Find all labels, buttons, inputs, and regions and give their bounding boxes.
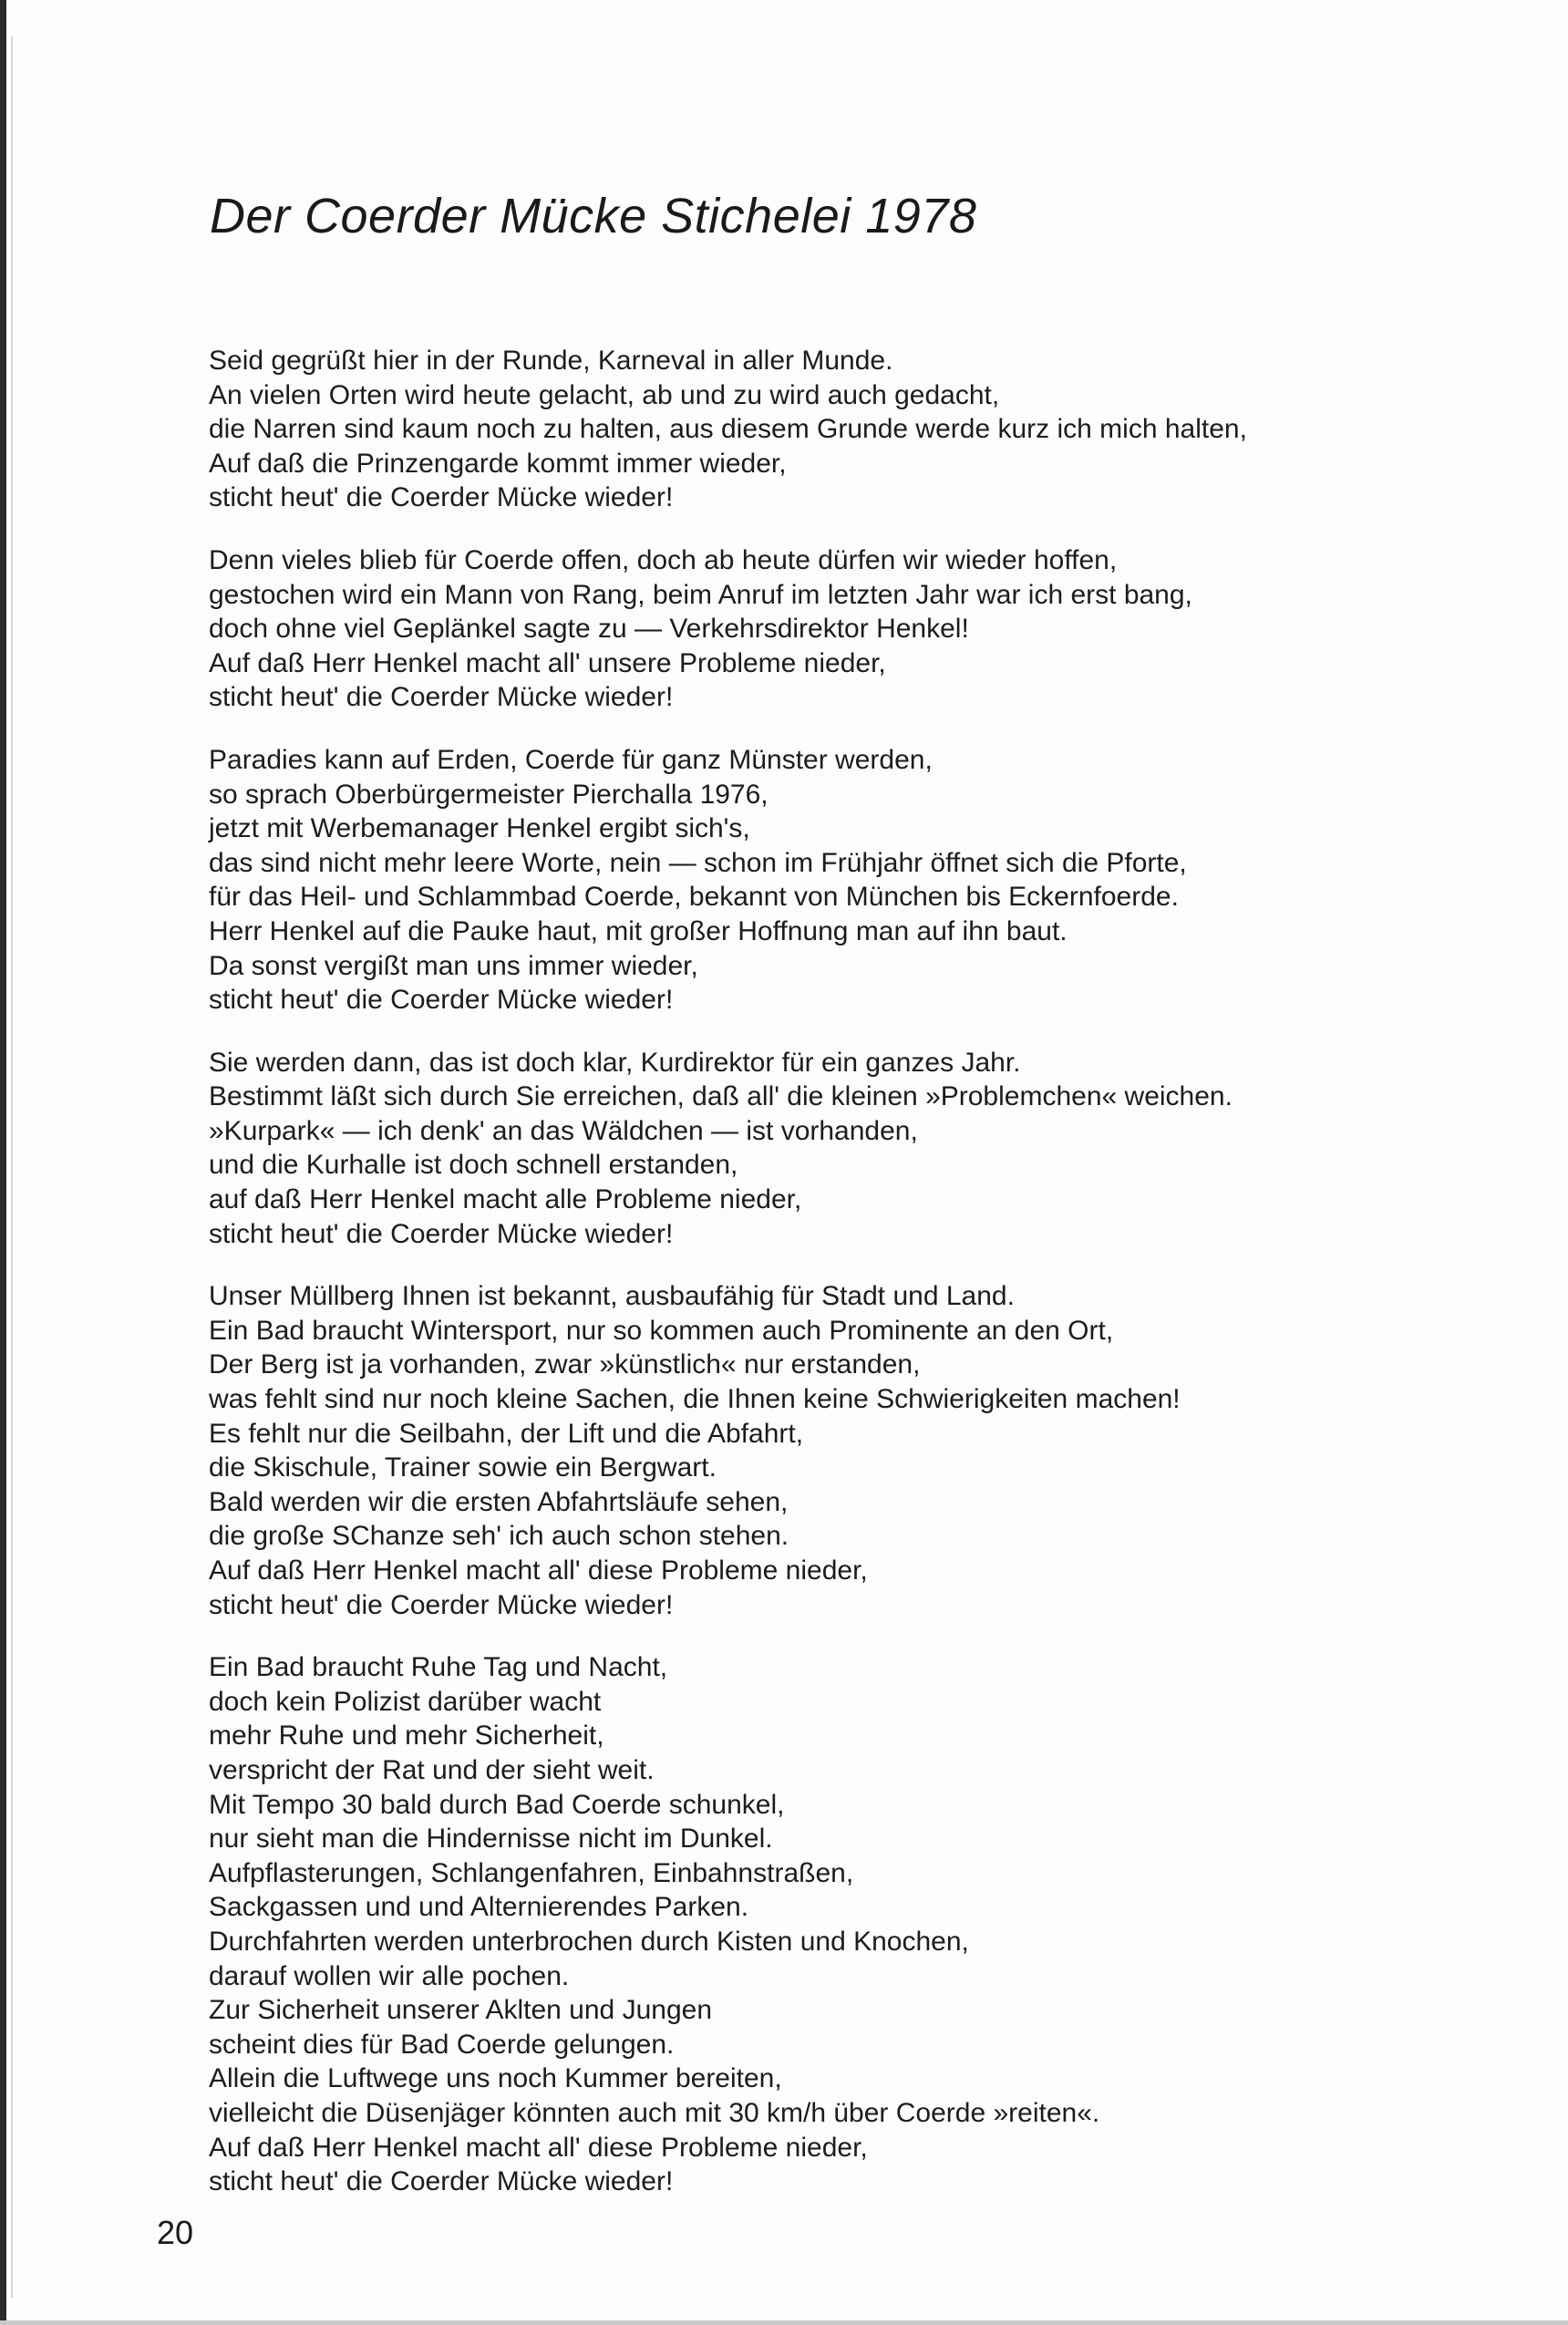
poem-line: Bestimmt läßt sich durch Sie erreichen, daß all' die kleinen »Problemchen« weichen. — [209, 1081, 1233, 1112]
poem-line: Herr Henkel auf die Pauke haut, mit großer Hoffnung man auf ihn baut. — [209, 915, 1068, 946]
poem-line: Ein Bad braucht Wintersport, nur so kommen auch Prominente an den Ort, — [209, 1315, 1114, 1346]
page-binding-shadow — [11, 36, 13, 2298]
poem-line: gestochen wird ein Mann von Rang, beim Anruf im letzten Jahr war ich erst bang, — [209, 579, 1192, 610]
poem-line: vielleicht die Düsenjäger könnten auch mit 30 km/h über Coerde »reiten«. — [209, 2097, 1100, 2128]
poem-line: das sind nicht mehr leere Worte, nein — schon im Frühjahr öffnet sich die Pforte, — [209, 847, 1187, 878]
poem-line: die Narren sind kaum noch zu halten, aus diesem Grunde werde kurz ich mich halten, — [209, 414, 1247, 445]
poem-line: Mit Tempo 30 bald durch Bad Coerde schunkel, — [209, 1789, 785, 1820]
poem-line: Aufpflasterungen, Schlangenfahren, Einbahnstraßen, — [209, 1857, 854, 1888]
poem-line: so sprach Oberbürgermeister Pierchalla 1976, — [209, 779, 769, 810]
poem-line: sticht heut' die Coerder Mücke wieder! — [209, 482, 674, 513]
poem-line: Da sonst vergißt man uns immer wieder, — [209, 950, 698, 981]
stanza-3 — [209, 743, 1503, 1018]
poem-line: Auf daß Herr Henkel macht all' diese Probleme nieder, — [209, 1555, 868, 1586]
poem-line: auf daß Herr Henkel macht alle Probleme nieder, — [209, 1184, 802, 1215]
poem-line: doch ohne viel Geplänkel sagte zu — Verkehrsdirektor Henkel! — [209, 614, 969, 645]
poem-line: An vielen Orten wird heute gelacht, ab und zu wird auch gedacht, — [209, 379, 1000, 410]
poem-line: Durchfahrten werden unterbrochen durch Kisten und Knochen, — [209, 1926, 969, 1957]
stanza-6 — [209, 1650, 1503, 2199]
poem-line: sticht heut' die Coerder Mücke wieder! — [209, 682, 674, 713]
page-number: 20 — [157, 2214, 194, 2251]
poem-line: Auf daß Herr Henkel macht all' diese Probleme nieder, — [209, 2132, 868, 2163]
poem-line: die Skischule, Trainer sowie ein Bergwart. — [209, 1452, 717, 1483]
poem-line: die große SChanze seh' ich auch schon stehen. — [209, 1521, 789, 1552]
poem-line: »Kurpark« — ich denk' an das Wäldchen — ist vorhanden, — [209, 1115, 918, 1146]
poem-line: nur sieht man die Hindernisse nicht im Dunkel. — [209, 1824, 773, 1855]
poem-line: Bald werden wir die ersten Abfahrtsläufe sehen, — [209, 1486, 789, 1517]
poem-line: sticht heut' die Coerder Mücke wieder! — [209, 985, 674, 1016]
poem-line: Sackgassen und und Alternierendes Parken. — [209, 1892, 749, 1923]
poem-body — [209, 344, 1503, 2227]
page-binding-edge — [0, 0, 6, 2325]
poem-line: Denn vieles blieb für Coerde offen, doch ab heute dürfen wir wieder hoffen, — [209, 544, 1118, 575]
poem-line: Allein die Luftwege uns noch Kummer bereiten, — [209, 2063, 782, 2094]
poem-line: Der Berg ist ja vorhanden, zwar »künstlich« nur erstanden, — [209, 1349, 921, 1380]
poem-line: doch kein Polizist darüber wacht — [209, 1686, 602, 1717]
stanza-5 — [209, 1279, 1503, 1622]
poem-line: sticht heut' die Coerder Mücke wieder! — [209, 1218, 674, 1249]
page-bottom-edge — [0, 2320, 1568, 2325]
poem-line: Unser Müllberg Ihnen ist bekannt, ausbaufähig für Stadt und Land. — [209, 1281, 1015, 1312]
poem-line: Sie werden dann, das ist doch klar, Kurdirektor für ein ganzes Jahr. — [209, 1047, 1021, 1078]
poem-line: Auf daß die Prinzengarde kommt immer wieder, — [209, 448, 787, 479]
poem-line: sticht heut' die Coerder Mücke wieder! — [209, 1589, 674, 1620]
poem-line: Paradies kann auf Erden, Coerde für ganz Münster werden, — [209, 744, 933, 775]
stanza-1 — [209, 344, 1503, 515]
poem-line: was fehlt sind nur noch kleine Sachen, die Ihnen keine Schwierigkeiten machen! — [209, 1384, 1181, 1415]
poem-line: Zur Sicherheit unserer Aklten und Jungen — [209, 1995, 712, 2026]
poem-line: Auf daß Herr Henkel macht all' unsere Probleme nieder, — [209, 647, 886, 678]
poem-line: und die Kurhalle ist doch schnell erstanden, — [209, 1150, 738, 1181]
poem-line: scheint dies für Bad Coerde gelungen. — [209, 2029, 675, 2060]
stanza-2 — [209, 543, 1503, 715]
stanza-4 — [209, 1046, 1503, 1252]
poem-line: Es fehlt nur die Seilbahn, der Lift und die Abfahrt, — [209, 1418, 804, 1449]
poem-line: jetzt mit Werbemanager Henkel ergibt sich's, — [209, 813, 750, 844]
poem-line: mehr Ruhe und mehr Sicherheit, — [209, 1720, 604, 1752]
page-title: Der Coerder Mücke Stichelei 1978 — [210, 189, 977, 243]
poem-line: darauf wollen wir alle pochen. — [209, 1960, 570, 1991]
poem-line: für das Heil- und Schlammbad Coerde, bekannt von München bis Eckernfoerde. — [209, 882, 1179, 913]
poem-line: sticht heut' die Coerder Mücke wieder! — [209, 2166, 674, 2197]
poem-line: Seid gegrüßt hier in der Runde, Karneval in aller Munde. — [209, 346, 893, 376]
poem-line: Ein Bad braucht Ruhe Tag und Nacht, — [209, 1652, 668, 1683]
poem-line: verspricht der Rat und der sieht weit. — [209, 1754, 655, 1785]
